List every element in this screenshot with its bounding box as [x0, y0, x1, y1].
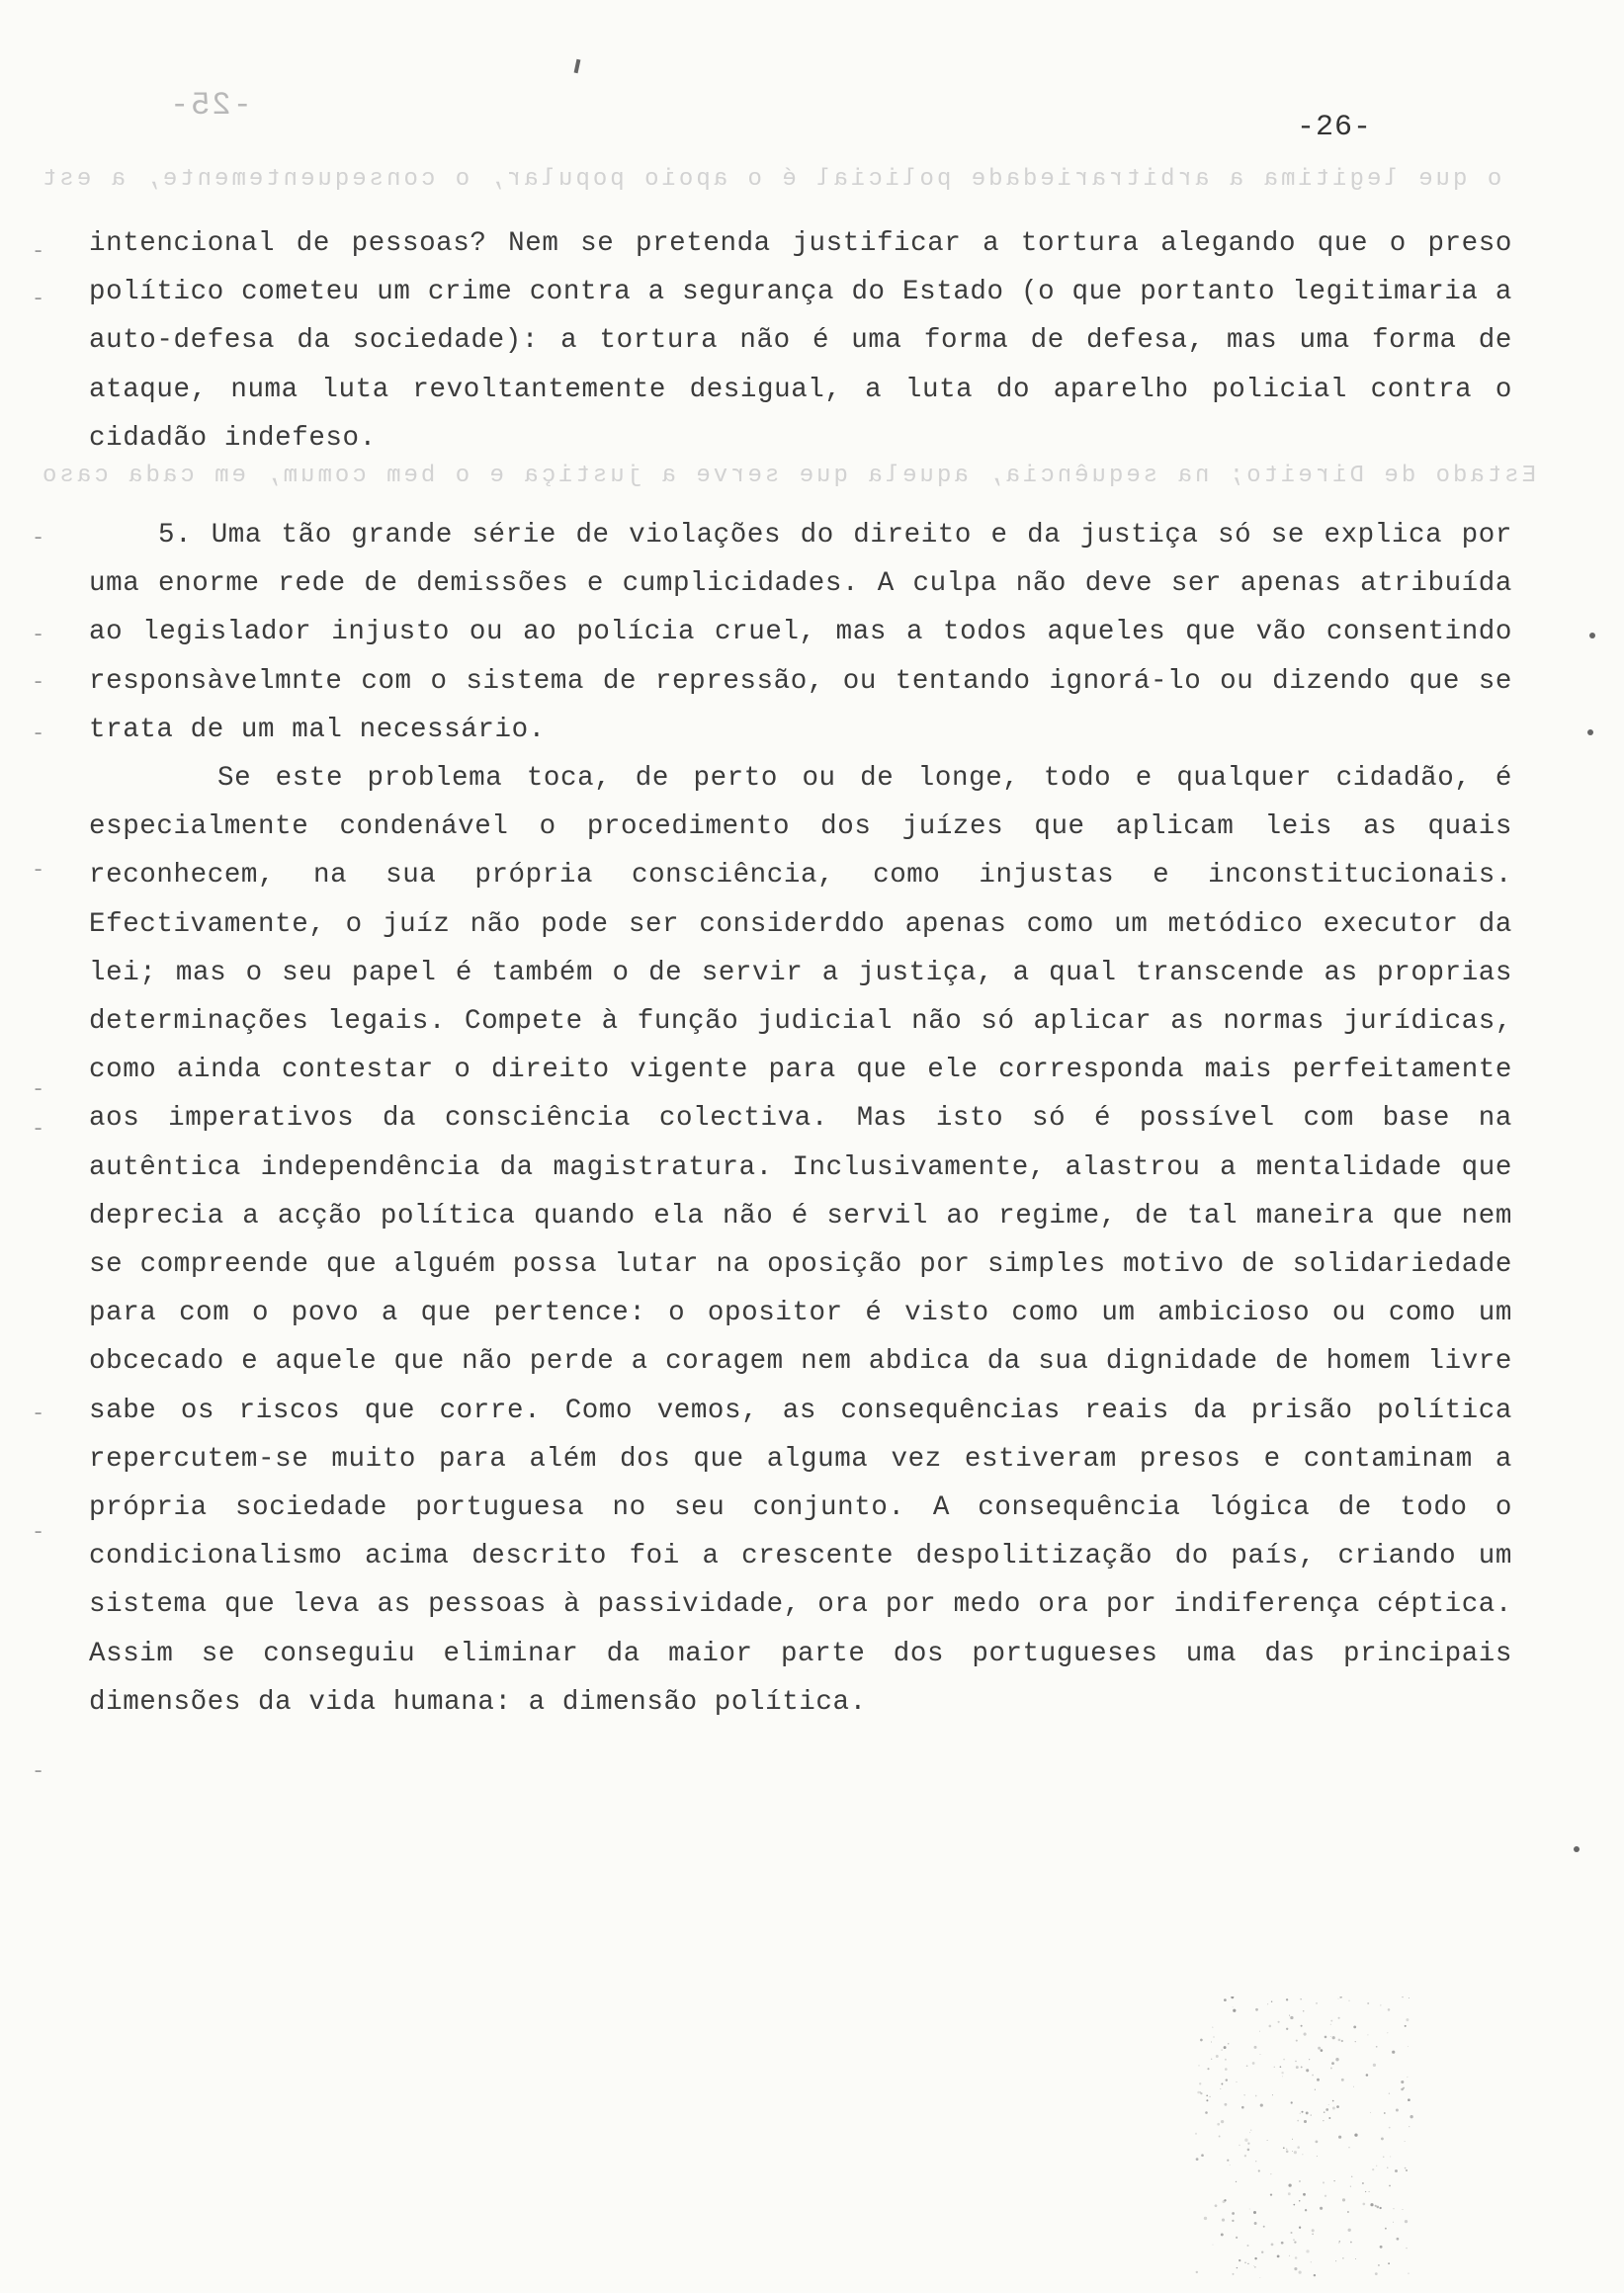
document-body — [89, 219, 1512, 1727]
speckle-dot — [1225, 2068, 1228, 2071]
speckle-dot — [1224, 1998, 1227, 2001]
speckle-dot — [1263, 2226, 1265, 2228]
speckle-dot — [1295, 2256, 1298, 2259]
speckle-dot — [1405, 2141, 1406, 2142]
speckle-dot — [1406, 2248, 1407, 2249]
speckle-dot — [1389, 2185, 1391, 2187]
speckle-dot — [1294, 2151, 1297, 2154]
speckle-dot — [1311, 2115, 1312, 2116]
speckle-dot — [1299, 2180, 1301, 2182]
speckle-dot — [1236, 2237, 1238, 2239]
speckle-dot — [1260, 2104, 1263, 2107]
speckle-dot — [1409, 1997, 1410, 1998]
speckle-dot — [1372, 2168, 1374, 2170]
speckle-dot — [1230, 2165, 1231, 2166]
speckle-dot — [1405, 2220, 1408, 2223]
speckle-dot — [1312, 2234, 1313, 2235]
speckle-dot — [1201, 2154, 1204, 2157]
speckle-dot — [1221, 2049, 1223, 2051]
speckle-dot — [1239, 2145, 1240, 2147]
speckle-dot — [1219, 2136, 1221, 2138]
speckle-dot — [1332, 2100, 1334, 2102]
speckle-dot — [1366, 2074, 1369, 2077]
speckle-dot — [1237, 2267, 1238, 2268]
speckle-dot — [1355, 2041, 1356, 2042]
speckle-dot — [1228, 2043, 1230, 2045]
speckle-dot — [1253, 2265, 1254, 2266]
speckle-dot — [1292, 2139, 1293, 2140]
speckle-dot — [1301, 2066, 1303, 2068]
speckle-dot — [1198, 2065, 1199, 2066]
speckle-dot — [1348, 2229, 1351, 2232]
speckle-dot — [1212, 2027, 1213, 2028]
speckle-dot — [1215, 2204, 1218, 2207]
speckle-dot — [1375, 2205, 1377, 2207]
speckle-dot — [1341, 2040, 1343, 2042]
speckle-dot — [1207, 2068, 1209, 2070]
speckle-dot — [1390, 2156, 1391, 2157]
speckle-dot — [1380, 2246, 1383, 2249]
bleed-through-line: Estado de Direito; na sequência, aquela que serve a justiça e o bem comum, em cada caso — [40, 463, 1537, 489]
speckle-dot — [1267, 2003, 1268, 2004]
speckle-dot — [1351, 2175, 1353, 2177]
speckle-dot — [1405, 2167, 1407, 2169]
speckle-dot — [1309, 2059, 1310, 2060]
speckle-dot — [1338, 2136, 1341, 2139]
speckle-dot — [1270, 2193, 1272, 2195]
speckle-dot — [1379, 2207, 1381, 2209]
speckle-dot — [1247, 2149, 1250, 2152]
speckle-dot — [1206, 2094, 1208, 2096]
speckle-dot — [1233, 2006, 1234, 2007]
speckle-dot — [1312, 2229, 1315, 2232]
speckle-dot — [1348, 2147, 1349, 2148]
speckle-dot — [1195, 2133, 1197, 2135]
speckle-dot — [1342, 2257, 1343, 2258]
speckle-dot — [1408, 2273, 1409, 2274]
speckle-dot — [1221, 2083, 1223, 2085]
speckle-dot — [1271, 2000, 1272, 2001]
speckle-dot — [1283, 2059, 1285, 2061]
speckle-dot — [1274, 2067, 1275, 2068]
speckle-dot — [1212, 2245, 1213, 2246]
speckle-dot — [1286, 1998, 1288, 2000]
speckle-dot — [1338, 2039, 1341, 2042]
ink-dot — [1589, 633, 1595, 638]
speckle-dot — [1281, 2072, 1283, 2074]
speckle-dot — [1211, 2059, 1212, 2060]
speckle-dot — [1197, 2091, 1200, 2094]
speckle-dot — [1393, 2208, 1394, 2209]
speckle-dot — [1341, 2079, 1344, 2081]
speckle-dot — [1261, 2251, 1263, 2253]
speckle-dot — [1383, 2157, 1385, 2159]
speckle-dot — [1286, 2151, 1289, 2154]
speckle-dot — [1342, 2198, 1345, 2201]
speckle-dot — [1338, 1998, 1339, 1999]
speckle-dot — [1315, 2089, 1316, 2090]
speckle-dot — [1316, 2002, 1318, 2004]
speckle-dot — [1269, 2025, 1272, 2028]
speckle-dot — [1259, 2031, 1260, 2032]
speckle-dot — [1246, 2065, 1248, 2067]
speckle-dot — [1303, 2010, 1305, 2012]
speckle-dot — [1209, 2096, 1210, 2097]
speckle-dot — [1231, 1996, 1234, 1998]
speckle-dot — [1330, 2020, 1332, 2022]
paragraph-point-5: 5. Uma tão grande série de violações do direito e da justiça só se explica por uma enorme rede de demissões e cumplicidades. A culpa não deve ser apenas atribuída ao legislador injusto ou ao polícia cruel, mas a todos aqueles que vão consentindo responsàvelmnte com o sistema de repressão, ou tentando ignorá-lo ou dizendo que se trata de um mal necessário. — [89, 520, 1512, 745]
speckle-dot — [1291, 2101, 1293, 2103]
speckle-dot — [1373, 2064, 1376, 2067]
speckle-dot — [1300, 1998, 1301, 1999]
speckle-dot — [1221, 2233, 1224, 2236]
speckle-dot — [1288, 2192, 1291, 2195]
speckle-dot — [1370, 2112, 1371, 2113]
speckle-dot — [1323, 2181, 1325, 2183]
speckle-dot — [1333, 2180, 1334, 2181]
speckle-dot — [1196, 2271, 1198, 2273]
speckle-dot — [1396, 2109, 1399, 2112]
speckle-dot — [1402, 2209, 1403, 2210]
speckle-dot — [1405, 2025, 1407, 2027]
speckle-dot — [1389, 2092, 1390, 2093]
speckle-dot — [1354, 2134, 1357, 2137]
speckle-dot — [1312, 2075, 1314, 2077]
speckle-dot — [1407, 2077, 1408, 2078]
speckle-dot — [1332, 2036, 1335, 2039]
speckle-dot — [1367, 2034, 1368, 2035]
speckle-dot — [1393, 2222, 1394, 2223]
speckle-dot — [1406, 2018, 1409, 2021]
speckle-dot — [1255, 2008, 1258, 2011]
speckle-dot — [1288, 2183, 1291, 2186]
speckle-dot — [1222, 2219, 1225, 2222]
speckle-dot — [1388, 2008, 1391, 2011]
speckle-dot — [1236, 2181, 1237, 2182]
speckle-dot — [1300, 2113, 1301, 2114]
speckle-dot — [1335, 2260, 1336, 2261]
page-number: -26- — [1296, 111, 1372, 144]
speckle-dot — [1304, 2120, 1307, 2123]
speckle-dot — [1335, 2058, 1338, 2061]
speckle-dot — [1302, 2154, 1303, 2155]
speckle-dot — [1247, 2143, 1249, 2145]
speckle-dot — [1259, 2277, 1260, 2278]
speckle-dot — [1247, 2263, 1248, 2264]
speckle-dot — [1299, 2200, 1301, 2202]
speckle-dot — [1395, 2169, 1398, 2172]
speckle-dot — [1233, 2009, 1236, 2012]
speckle-dot — [1306, 2069, 1309, 2072]
speckle-dot — [1406, 2169, 1408, 2171]
speckle-dot — [1338, 2017, 1340, 2019]
speckle-dot — [1241, 2106, 1244, 2109]
speckle-dot — [1355, 2258, 1356, 2259]
speckle-dot — [1224, 2046, 1227, 2049]
speckle-dot — [1331, 2062, 1334, 2065]
speckle-dot — [1363, 2203, 1366, 2206]
speckle-dot — [1249, 2208, 1250, 2209]
speckle-dot — [1206, 2099, 1208, 2101]
speckle-dot — [1254, 2257, 1256, 2259]
left-margin-marks: - - - - - - - - - - - - — [32, 239, 45, 1784]
speckle-dot — [1244, 2261, 1246, 2263]
speckle-dot — [1401, 2088, 1404, 2091]
speckle-dot — [1299, 2227, 1301, 2229]
speckle-dot — [1347, 2211, 1349, 2213]
ink-dot — [1587, 729, 1593, 735]
speckle-dot — [1350, 2242, 1352, 2244]
speckle-dot — [1211, 2041, 1212, 2042]
speckle-dot — [1250, 2130, 1251, 2131]
speckle-dot — [1295, 2061, 1296, 2062]
speckle-dot — [1402, 1996, 1404, 1997]
speckle-dot — [1317, 2156, 1318, 2157]
speckle-dot — [1196, 2158, 1199, 2161]
speckle-dot — [1353, 2025, 1356, 2028]
speckle-dot — [1317, 2079, 1320, 2081]
speckle-dot — [1339, 1996, 1341, 1998]
speckle-dot — [1381, 2137, 1384, 2140]
speckle-dot — [1220, 2088, 1221, 2089]
speckle-dot — [1330, 2068, 1332, 2070]
speckle-dot — [1330, 2036, 1331, 2037]
speckle-dot — [1323, 2120, 1324, 2121]
speckle-dot — [1270, 2173, 1271, 2174]
speckle-dot — [1253, 2211, 1256, 2214]
speckle-dot — [1254, 2046, 1257, 2049]
speckle-dot — [1311, 2261, 1312, 2262]
paragraph-torture-justification: intencional de pessoas? Nem se pretenda justificar a tortura alegando que o preso político cometeu um crime contra a segurança do Estado (o que portanto legitimaria a auto-defesa da sociedade): a tortura não é uma forma de defesa, mas uma forma de ataque, numa luta revoltantemente desigual, a luta do aparelho policial contra o cidadão indefeso. — [89, 228, 1512, 454]
speckle-dot — [1283, 2147, 1285, 2149]
speckle-dot — [1246, 2245, 1248, 2247]
speckle-dot — [1225, 2059, 1227, 2061]
speckle-dot — [1239, 2259, 1240, 2261]
speckle-dot — [1271, 2244, 1274, 2247]
speckle-dot — [1328, 2117, 1330, 2119]
speckle-dot — [1291, 2232, 1293, 2234]
speckle-dot — [1318, 2047, 1321, 2050]
speckle-dot — [1227, 2160, 1229, 2162]
speckle-dot — [1387, 2032, 1388, 2033]
speckle-dot — [1376, 2046, 1378, 2048]
speckle-dot — [1281, 2242, 1284, 2245]
speckle-dot — [1321, 2049, 1324, 2052]
speckle-dot — [1316, 2141, 1319, 2144]
speckle-dot — [1388, 2262, 1390, 2264]
speckle-dot — [1200, 2039, 1203, 2042]
speckle-dot — [1408, 2098, 1410, 2101]
speckle-dot — [1286, 2028, 1288, 2030]
speckle-dot — [1296, 2066, 1299, 2069]
speckle-dot — [1244, 2155, 1246, 2157]
speckle-dot — [1389, 2127, 1391, 2129]
speckle-dot — [1306, 2111, 1309, 2114]
speckle-dot — [1367, 2002, 1369, 2004]
speckle-dot — [1324, 2111, 1325, 2113]
ink-dot — [1574, 1846, 1580, 1852]
speckle-dot — [1387, 2167, 1388, 2168]
speckle-dot — [1224, 2103, 1227, 2106]
speckle-dot — [1213, 2036, 1214, 2037]
speckle-dot — [1277, 2255, 1280, 2258]
bleed-through-line: o que legitima a arbitrariedade policial é o apoio popular, o consequentemente, a est — [40, 166, 1502, 193]
speckle-dot — [1314, 2274, 1316, 2276]
speckle-dot — [1255, 2095, 1257, 2097]
speckle-dot — [1301, 2025, 1303, 2027]
speckle-dot — [1297, 2120, 1299, 2122]
speckle-dot — [1293, 2204, 1295, 2206]
speckle-dot — [1204, 2217, 1207, 2220]
speckle-dot — [1221, 2120, 1224, 2123]
speckle-dot — [1380, 2004, 1381, 2005]
speckle-dot — [1286, 2149, 1287, 2150]
speckle-dot — [1296, 2040, 1298, 2042]
speckle-dot — [1216, 2055, 1219, 2058]
speckle-dot — [1408, 2046, 1409, 2047]
speckle-dot — [1217, 2123, 1220, 2126]
speckle-dot — [1243, 2094, 1244, 2095]
speckle-dot — [1293, 2239, 1295, 2241]
speckle-dot — [1306, 2250, 1309, 2252]
speckle-dot — [1377, 2206, 1380, 2209]
ink-speckle-noise — [1166, 1996, 1423, 2283]
speckle-dot — [1325, 2108, 1328, 2111]
speckle-dot — [1232, 2220, 1234, 2222]
speckle-dot — [1272, 2094, 1273, 2095]
speckle-dot — [1332, 2107, 1335, 2110]
speckle-dot — [1280, 2066, 1282, 2068]
speckle-dot — [1305, 2209, 1307, 2211]
speckle-dot — [1304, 2033, 1307, 2036]
speckle-dot — [1303, 2193, 1306, 2196]
speckle-dot — [1258, 2169, 1260, 2171]
speckle-dot — [1410, 2115, 1412, 2118]
speckle-dot — [1289, 2255, 1290, 2256]
speckle-dot — [1252, 2062, 1255, 2065]
speckle-dot — [1339, 2241, 1340, 2242]
speckle-dot — [1401, 2081, 1404, 2083]
speckle-dot — [1278, 2021, 1280, 2023]
speckle-dot — [1370, 2203, 1373, 2206]
speckle-dot — [1328, 2104, 1329, 2105]
speckle-dot — [1325, 2036, 1327, 2039]
speckle-dot — [1320, 2207, 1323, 2210]
speckle-dot — [1254, 2222, 1257, 2225]
speckle-dot — [1338, 2242, 1339, 2243]
speckle-dot — [1299, 2271, 1302, 2274]
speckle-dot — [1375, 2272, 1378, 2275]
speckle-dot — [1297, 2146, 1300, 2149]
speckle-dot — [1232, 2212, 1235, 2215]
speckle-dot — [1282, 2077, 1283, 2078]
speckle-dot — [1353, 2086, 1354, 2087]
speckle-dot — [1292, 2151, 1293, 2152]
speckle-dot — [1301, 2111, 1303, 2113]
speckle-dot — [1378, 2264, 1380, 2266]
speckle-dot — [1365, 2191, 1366, 2192]
speckle-dot — [1267, 2140, 1268, 2141]
speckle-dot — [1244, 2139, 1247, 2142]
speckle-dot — [1294, 2267, 1297, 2270]
speckle-dot — [1385, 2228, 1387, 2230]
speckle-dot — [1294, 2241, 1296, 2243]
speckle-dot — [1249, 2132, 1250, 2133]
speckle-dot — [1350, 2186, 1351, 2187]
speckle-dot — [1362, 2182, 1364, 2184]
speckle-dot — [1205, 2111, 1208, 2114]
speckle-dot — [1369, 2191, 1370, 2192]
speckle-dot — [1325, 2195, 1326, 2197]
speckle-dot — [1237, 2081, 1238, 2082]
speckle-dot — [1409, 2126, 1410, 2127]
speckle-dot — [1397, 2238, 1400, 2241]
speckle-dot — [1200, 2091, 1201, 2092]
speckle-dot — [1255, 2161, 1256, 2162]
speckle-dot — [1392, 2051, 1395, 2054]
speckle-dot — [1226, 2079, 1228, 2081]
speckle-dot — [1224, 2199, 1226, 2201]
speckle-dot — [1233, 2273, 1235, 2275]
paragraph-judges: Se este problema toca, de perto ou de longe, todo e qualquer cidadão, é especialmente condenável o procedimento dos juízes que aplicam leis as quais reconhecem, na sua própria consciência, como injustas e inconstitucionais. Efectivamente, o juíz não pode ser considerddo apenas como um metódico executor da lei; mas o seu papel é também o de servir a justiça, a qual transcende as proprias determinações legais. Compete à função judicial não só aplicar as normas jurídicas, como ainda contestar o direito vigente para que ele corresponda mais perfeitamente aos imperativos da consciência colectiva. Mas isto só é possível com base na autêntica independência da magistratura. Inclusivamente, alastrou a mentalidade que deprecia a acção política quando ela não é servil ao regime, de tal maneira que nem se compreende que alguém possa lutar na oposição por simples motivo de solidariedade para com o povo a que pertence: o opositor é visto como um ambicioso ou como um obcecado e aquele que não perde a coragem nem abdica da sua dignidade de homem livre sabe os riscos que corre. Como vemos, as consequências reais da prisão política repercutem-se muito para além dos que alguma vez estiveram presos e contaminam a própria sociedade portuguesa no seu conjunto. A consequência lógica de todo o condicionalismo acima descrito foi a crescente despolitização do país, criando um sistema que leva as pessoas à passividade, ora por medo ora por indiferença céptica. Assim se conseguiu eliminar da maior parte dos portugueses uma das principais dimensões da vida humana: a dimensão política. — [89, 763, 1512, 1718]
speckle-dot — [1289, 2015, 1290, 2016]
speckle-dot — [1199, 2082, 1201, 2084]
bleed-through-page-number: -25- — [168, 87, 252, 124]
speckle-dot — [1260, 2054, 1261, 2055]
ink-tick-mark — [574, 59, 581, 74]
speckle-dot — [1254, 2266, 1256, 2268]
speckle-dot — [1330, 2024, 1331, 2025]
speckle-dot — [1384, 2112, 1386, 2114]
speckle-dot — [1290, 2016, 1293, 2019]
speckle-dot — [1336, 2105, 1339, 2108]
speckle-dot — [1348, 2000, 1349, 2001]
